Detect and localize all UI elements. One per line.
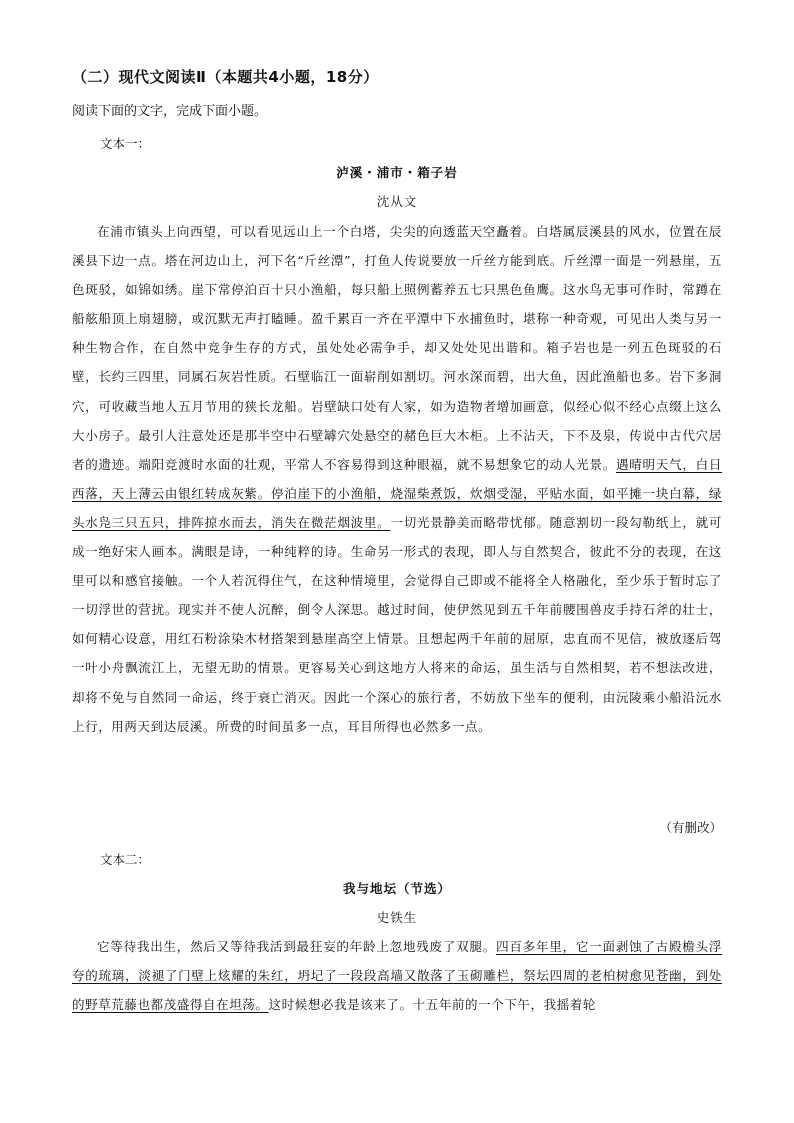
text1-underlined-passage: 遇晴明天气，白日西落，天上薄云由银红转成灰紫。停泊崖下的小渔船，烧湿柴煮饭，炊烟受湿，平贴水面，如平摊一块白幕，绿头水凫三只五只，排阵掠水而去，消失在微茫烟波里。	[72, 456, 722, 530]
text2-paragraph	[72, 932, 722, 1019]
text1-title: 泸溪・浦市・箱子岩	[336, 165, 458, 180]
section-title: （二）现代文阅读Ⅱ（本题共4小题，18分）	[72, 68, 379, 86]
text2-label: 文本二：	[100, 852, 151, 867]
instruction: 阅读下面的文字，完成下面小题。	[72, 104, 268, 119]
text2-title: 我与地坛（节选）	[342, 881, 451, 896]
text1-paragraph	[72, 217, 722, 741]
text2-underlined-passage: 四百多年里，它一面剥蚀了古殿檐头浮夸的琉璃，淡褪了门壁上炫耀的朱红，坍圮了一段段高墙又散落了玉砌雕栏，祭坛四周的老柏树愈见苍幽，到处的野草荒藤也都茂盛得自在坦荡。	[72, 939, 722, 1013]
text1-author: 沈从文	[376, 194, 418, 209]
text2-paragraph-part-b: 这时候想必我是该来了。十五年前的一个下午，我摇着轮	[268, 997, 597, 1013]
text1-note: （有删改）	[659, 820, 722, 835]
text1-paragraph-part-b: 一切光景静美而略带忧郁。随意割切一段勾勒纸上，就可成一绝好宋人画本。满眼是诗，一种纯粹的诗。生命另一形式的表现，即人与自然契合，彼此不分的表现，在这里可以和感官接触。一个人若沉得住气，在这种情境里，会觉得自己即或不能将全人格融化，至少乐于暂时忘了一切浮世的营扰。现实并不使人沉醉，倒令人深思。越过时间，使伊然见到五千年前腰围兽皮手持石斧的壮士，如何精心设意，用红石粉涂染木材搭架到悬崖高空上情景。且想起两千年前的屈原，忠直而不见信，被放逐后驾一叶小舟飘流江上，无望无助的情景。更容易关心到这地方人将来的命运，虽生活与自然相契，若不想法改进，却将不免与自然同一命运，终于衰亡消灭。因此一个深心的旅行者，不妨放下坐车的便利，由沅陵乘小船沿沅水上行，用两天到达辰溪。所费的时间虽多一点，耳目所得也必然多一点。	[72, 514, 722, 734]
text2-paragraph-part-a: 它等待我出生，然后又等待我活到最狂妄的年龄上忽地残废了双腿。	[97, 939, 497, 954]
text1-label: 文本一：	[100, 136, 151, 151]
text2-author: 史铁生	[376, 910, 418, 925]
text1-paragraph-part-a: 在浦市镇头上向西望，可以看见远山上一个白塔，尖尖的向透蓝天空矗着。白塔属辰溪县的风水，位置在辰溪县下边一点。塔在河边山上，河下名“斤丝潭”，打鱼人传说要放一斤丝方能到底。斤丝潭一面是一列悬崖，五色斑驳，如锦如绣。崖下常停泊百十只小渔船，每只船上照例蓄养五七只黑色鱼鹰。这水鸟无事可作时，常蹲在船舷船顶上扇翅膀，或沉默无声打瞌睡。盈千累百一齐在平潭中下水捕鱼时，堪称一种奇观，可见出人类与另一种生物合作，在自然中竞争生存的方式，虽处处必需争手，却又处处见出谐和。箱子岩也是一列五色斑驳的石壁，长约三四里，同属石灰岩性质。石壁临江一面崭削如割切。河水深而碧，出大鱼，因此渔船也多。岩下多洞穴，可收藏当地人五月节用的狭长龙船。岩壁缺口处有人家，如为造物者增加画意，似经心似不经心点缀上这么大小房子。最引人注意处还是那半空中石壁罅穴处悬空的赭色巨大木柜。上不沾天，下不及泉，传说中古代穴居者的遗迹。端阳竞渡时水面的壮观，平常人不容易得到这种眼福，就不易想象它的动人光景。	[72, 224, 722, 472]
